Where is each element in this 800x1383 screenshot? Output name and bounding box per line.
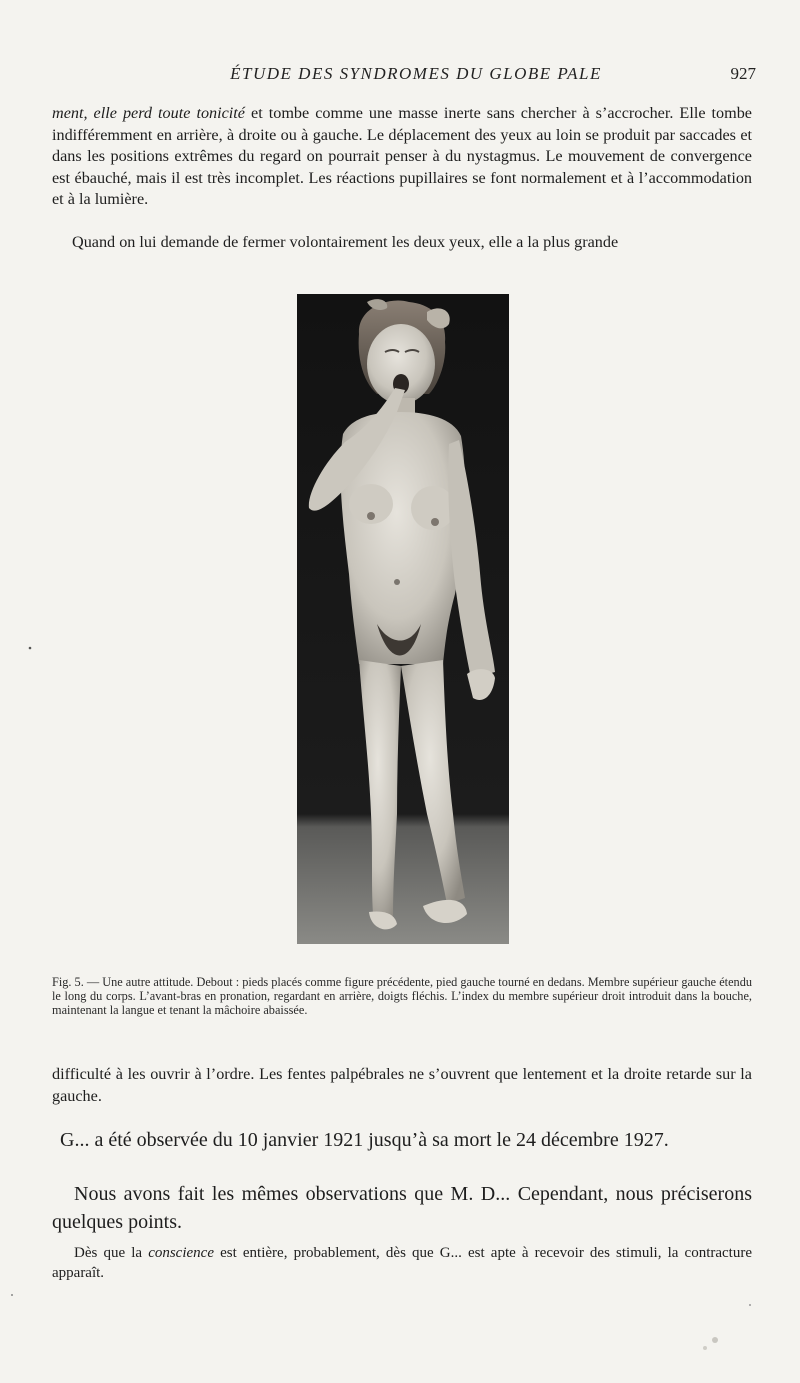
paragraph-1-text: et tombe comme une masse inerte sans chercher à s’accrocher. Elle tombe indifféremment en arrière, à droite ou à gauche. Le déplacement des yeux au loin se produit par saccades et dans les positions extrêmes du regard on pourrait penser à du nystagmus. Le mouvement de convergence est ébauché, mais il est très incomplet. Les réactions pupillaires se font normalement et à l’accommodation et à la lumière. bbox=[52, 104, 752, 208]
paragraph-4: G... a été observée du 10 janvier 1921 jusqu’à sa mort le 24 décembre 1927. bbox=[60, 1129, 669, 1151]
paragraph-3: difficulté à les ouvrir à l’ordre. Les fentes palpébrales ne s’ouvrent que lentement et la droite retarde sur la gauche. bbox=[52, 1065, 752, 1105]
paragraph-1-italic: ment, elle perd toute tonicité bbox=[52, 104, 245, 122]
running-title: ÉTUDE DES SYNDROMES DU GLOBE PALE bbox=[230, 64, 602, 83]
paragraph-2: Quand on lui demande de fermer volontairement les deux yeux, elle a la plus grande bbox=[72, 233, 619, 251]
paragraph-5: Nous avons fait les mêmes observations que M. D... Cependant, nous préciserons quelques points. bbox=[52, 1183, 752, 1233]
paragraph-6-italic: conscience bbox=[148, 1245, 214, 1261]
figure-caption: Fig. 5. — Une autre attitude. Debout : pieds placés comme figure précédente, pied gauche tourné en dedans. Membre supérieur gauche étendu le long du corps. L’avant-bras en pronation, regardant en arrière, doigts fléchis. L’index du membre supérieur droit introduit dans la bouche, maintenant la langue et tenant la mâchoire abaissée. bbox=[52, 975, 752, 1018]
paragraph-6-text-end: est entière, probablement, dès que G... est apte à recevoir des stimuli, la contracture apparaît. bbox=[52, 1245, 753, 1281]
paragraph-6-text-start: Dès que la bbox=[74, 1245, 149, 1261]
page-number: 927 bbox=[730, 64, 756, 83]
